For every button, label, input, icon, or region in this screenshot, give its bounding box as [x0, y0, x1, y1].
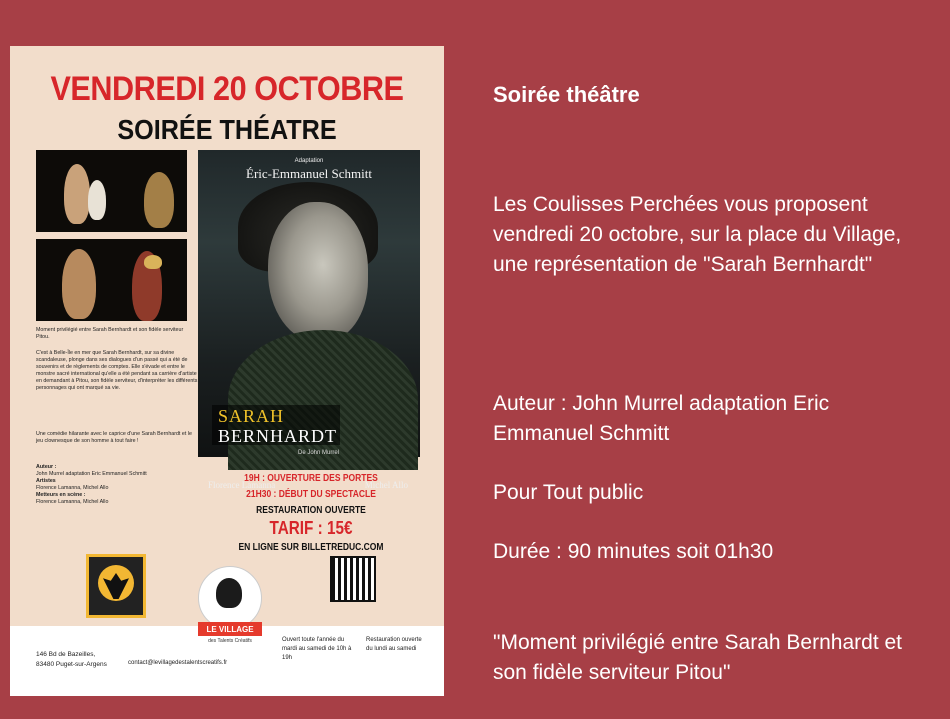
description-author: Auteur : John Murrel adaptation Eric Emmanuel Schmitt	[493, 392, 830, 445]
doors-open-time: 19H : OUVERTURE DES PORTES	[244, 473, 378, 484]
adaptation-label: Adaptation	[294, 158, 324, 164]
footer-opening-hours: Ouvert toute l'année du mardi au samedi de 10h à 19h	[282, 637, 352, 661]
catering-info: RESTAURATION OUVERTE	[256, 505, 366, 516]
description-audience: Pour Tout public	[493, 481, 644, 504]
credits-director-label: Metteurs en scène :	[36, 492, 86, 498]
footer-email: contact@levillagedestalentscreatifs.fr	[128, 660, 228, 666]
description-quote: "Moment privilégié entre Sarah Bernhardt et son fidèle serviteur Pitou"	[493, 631, 902, 684]
adaptation-author: Éric-Emmanuel Schmitt	[246, 166, 372, 181]
event-poster	[10, 46, 444, 696]
credits-author-label: Auteur :	[36, 464, 57, 470]
credits-artists: Florence Lamanna, Michel Allo	[36, 485, 109, 491]
actor-2: Michel Allo	[364, 480, 408, 490]
poster-blurb: C'est à Belle-Île en mer que Sarah Bernhardt, sur sa divine scandaleuse, plonge dans ses dialogues d'un passé qui a été de souvenirs et de règlements de comptes. Elle s'évade et entre le monstre sacré international qu'elle a été pendant sa carrière d'artiste en demandant à Pitou, son fidèle serviteur, d'interpréter les différents personnages qui ont marqué sa vie.	[36, 350, 198, 391]
poster-event-title: SOIRÉE THÉATRE	[117, 114, 337, 145]
coulisses-perchees-logo	[86, 554, 146, 618]
scene-photo-1	[36, 150, 187, 232]
description-intro: Les Coulisses Perchées vous proposent vendredi 20 octobre, sur la place du Village, une représentation de "Sarah Bernhardt"	[493, 193, 902, 276]
play-author: De John Murrel	[298, 450, 340, 456]
poster-blurb-2: Une comédie hilarante avec le caprice d'une Sarah Bernhardt et le jeu clownesque de son homme à tout faire !	[36, 431, 192, 444]
credits-artists-label: Artistes	[36, 478, 56, 484]
page-title: Soirée théâtre	[493, 82, 640, 107]
rooster-icon	[216, 578, 242, 608]
credits-director: Florence Lamanna, Michel Allo	[36, 499, 109, 505]
portrait-face	[268, 202, 368, 342]
show-start-time: 21H30 : DÉBUT DU SPECTACLE	[246, 489, 376, 500]
logo-subtitle: des Talents Créatifs	[208, 638, 252, 644]
online-ticketing: EN LIGNE SUR BILLETREDUC.COM	[238, 542, 384, 553]
play-title-line-1: SARAH	[218, 406, 285, 426]
portrait-collar	[228, 330, 418, 470]
actor-1: Florence Lamanna	[208, 480, 276, 490]
qr-code-icon	[330, 556, 376, 602]
poster-date: VENDREDI 20 OCTOBRE	[50, 70, 404, 108]
footer-address: 146 Bd de Bazeilles, 83480 Puget-sur-Argens	[36, 651, 107, 668]
le-village-logo	[190, 566, 270, 652]
price: TARIF : 15€	[269, 518, 353, 538]
credits-author: John Murrel adaptation Eric Emmanuel Schmitt	[36, 471, 147, 477]
play-title-line-2: BERNHARDT	[218, 426, 338, 446]
poster-caption: Moment privilégié entre Sarah Bernhardt et son fidèle serviteur Pitou.	[36, 327, 184, 340]
footer-restaurant-hours: Restauration ouverte du lundi au samedi	[366, 637, 422, 652]
scene-photo-2	[36, 239, 187, 321]
logo-band: LE VILLAGE	[198, 622, 262, 636]
description-duration: Durée : 90 minutes soit 01h30	[493, 540, 774, 563]
